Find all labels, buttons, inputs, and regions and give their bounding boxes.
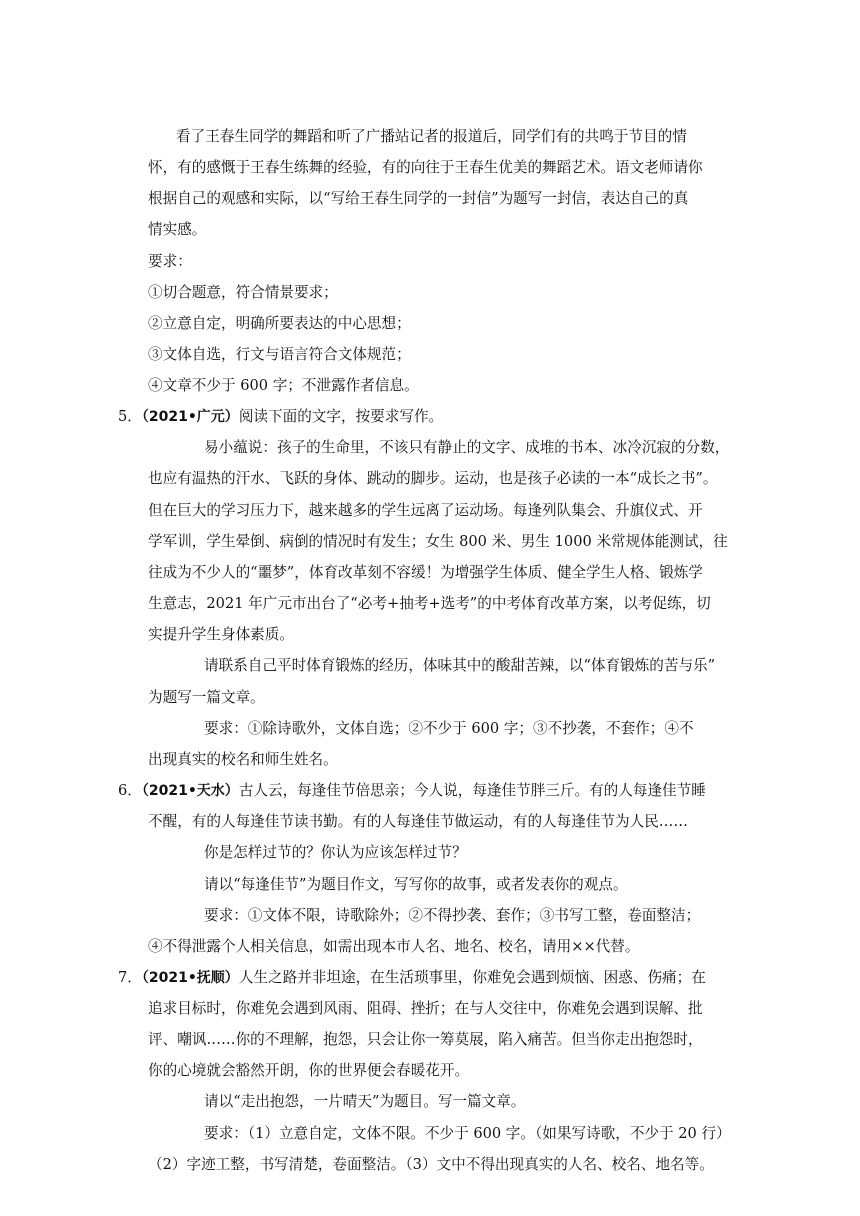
item6-source: （2021•天水） <box>141 783 239 799</box>
item5-para-line-5: 往成为不少人的“噩梦”，体育改革刻不容缓！为增强学生体质、健全学生人格、锻炼学 <box>148 564 703 581</box>
item7-para-line-2: 评、嘲讽……你的不理解，抱怨，只会让你一筹莫展，陷入痛苦。但当你走出抱怨时， <box>148 1031 703 1048</box>
item7-task: 请以“走出抱怨，一片晴天”为题目。写一篇文章。 <box>204 1093 526 1110</box>
item5-heading <box>118 407 443 427</box>
item7-heading-text: 人生之路并非坦途，在生活琐事里，你难免会遇到烦恼、困惑、伤痛；在 <box>238 969 706 986</box>
item6-requirement-line-2: ④不得泄露个人相关信息，如需出现本市人名、地名、校名，请用××代替。 <box>148 938 640 955</box>
item6-heading <box>118 781 706 801</box>
item5-task-line-1: 请联系自己平时体育锻炼的经历，体味其中的酸甜苦辣，以“体育锻炼的苦与乐” <box>204 657 716 674</box>
item6-heading-text: 古人云，每逢佳节倍思亲；今人说，每逢佳节胖三斤。有的人每逢佳节睡 <box>238 782 706 799</box>
item5-requirement-line-1: 要求：①除诗歌外，文体自选；②不少于 600 字；③不抄袭，不套作；④不 <box>204 720 694 737</box>
item6-task: 请以“每逢佳节”为题目作文，写写你的故事，或者发表你的观点。 <box>204 876 628 893</box>
item7-requirement-line-1: 要求：（1）立意自定，文体不限。不少于 600 字。（如果写诗歌，不少于 20 行） <box>204 1125 731 1142</box>
item4-requirement-4: ④文章不少于 600 字；不泄露作者信息。 <box>148 377 419 394</box>
item5-para-line-6: 生意志，2021 年广元市出台了“必考+抽考+选考”的中考体育改革方案，以考促练，切 <box>148 595 711 612</box>
item7-heading <box>118 968 706 988</box>
item6-number: 6． <box>118 782 142 799</box>
item6-requirement-line-1: 要求：①文体不限，诗歌除外；②不得抄袭、套作；③书写工整，卷面整洁； <box>204 907 701 924</box>
item7-requirement-line-2: （2）字迹工整，书写清楚，卷面整洁。（3）文中不得出现真实的人名、校名、地名等。 <box>148 1156 714 1173</box>
item7-source: （2021•抚顺） <box>141 970 239 986</box>
item4-para-line-2: 怀，有的感慨于王春生练舞的经验，有的向往于王春生优美的舞蹈艺术。语文老师请你 <box>148 159 703 176</box>
item5-task-line-2: 为题写一篇文章。 <box>148 689 265 706</box>
item4-requirement-1: ①切合题意，符合情景要求； <box>148 284 338 301</box>
item4-para-line-4: 情实感。 <box>148 221 207 238</box>
item5-para-line-1: 易小蕴说：孩子的生命里，不该只有静止的文字、成堆的书本、冰冷沉寂的分数， <box>204 439 730 456</box>
item5-requirement-line-2: 出现真实的校名和师生姓名。 <box>148 751 338 768</box>
item7-number: 7． <box>118 969 142 986</box>
item5-number: 5． <box>118 408 142 425</box>
item7-para-line-3: 你的心境就会豁然开朗，你的世界便会春暖花开。 <box>148 1062 470 1079</box>
item6-question: 你是怎样过节的？你认为应该怎样过节？ <box>204 844 467 861</box>
item5-heading-text: 阅读下面的文字，按要求写作。 <box>238 408 444 425</box>
item5-source: （2021•广元） <box>141 409 239 425</box>
item4-requirement-3: ③文体自选，行文与语言符合文体规范； <box>148 346 411 363</box>
item5-para-line-2: 也应有温热的汗水、飞跃的身体、跳动的脚步。运动，也是孩子必读的一本“成长之书”。 <box>148 470 718 487</box>
item5-para-line-4: 学军训，学生晕倒、病倒的情况时有发生；女生 800 米、男生 1000 米常规体能测试，往 <box>148 533 728 550</box>
item4-para-line-3: 根据自己的观感和实际，以“写给王春生同学的一封信”为题写一封信，表达自己的真 <box>148 190 689 207</box>
item4-requirement-2: ②立意自定，明确所要表达的中心思想； <box>148 315 411 332</box>
item5-para-line-3: 但在巨大的学习压力下，越来越多的学生远离了运动场。每逢列队集会、升旗仪式、开 <box>148 502 703 519</box>
item4-requirements-label: 要求： <box>148 253 192 270</box>
item7-para-line-1: 追求目标时，你难免会遇到风雨、阻碍、挫折；在与人交往中，你难免会遇到误解、批 <box>148 1000 703 1017</box>
item6-para-line-1: 不醒，有的人每逢佳节读书勤。有的人每逢佳节做运动，有的人每逢佳节为人民…… <box>148 813 688 830</box>
item4-para-line-1: 看了王春生同学的舞蹈和听了广播站记者的报道后，同学们有的共鸣于节目的情 <box>176 128 687 145</box>
item5-para-line-7: 实提升学生身体素质。 <box>148 626 294 643</box>
